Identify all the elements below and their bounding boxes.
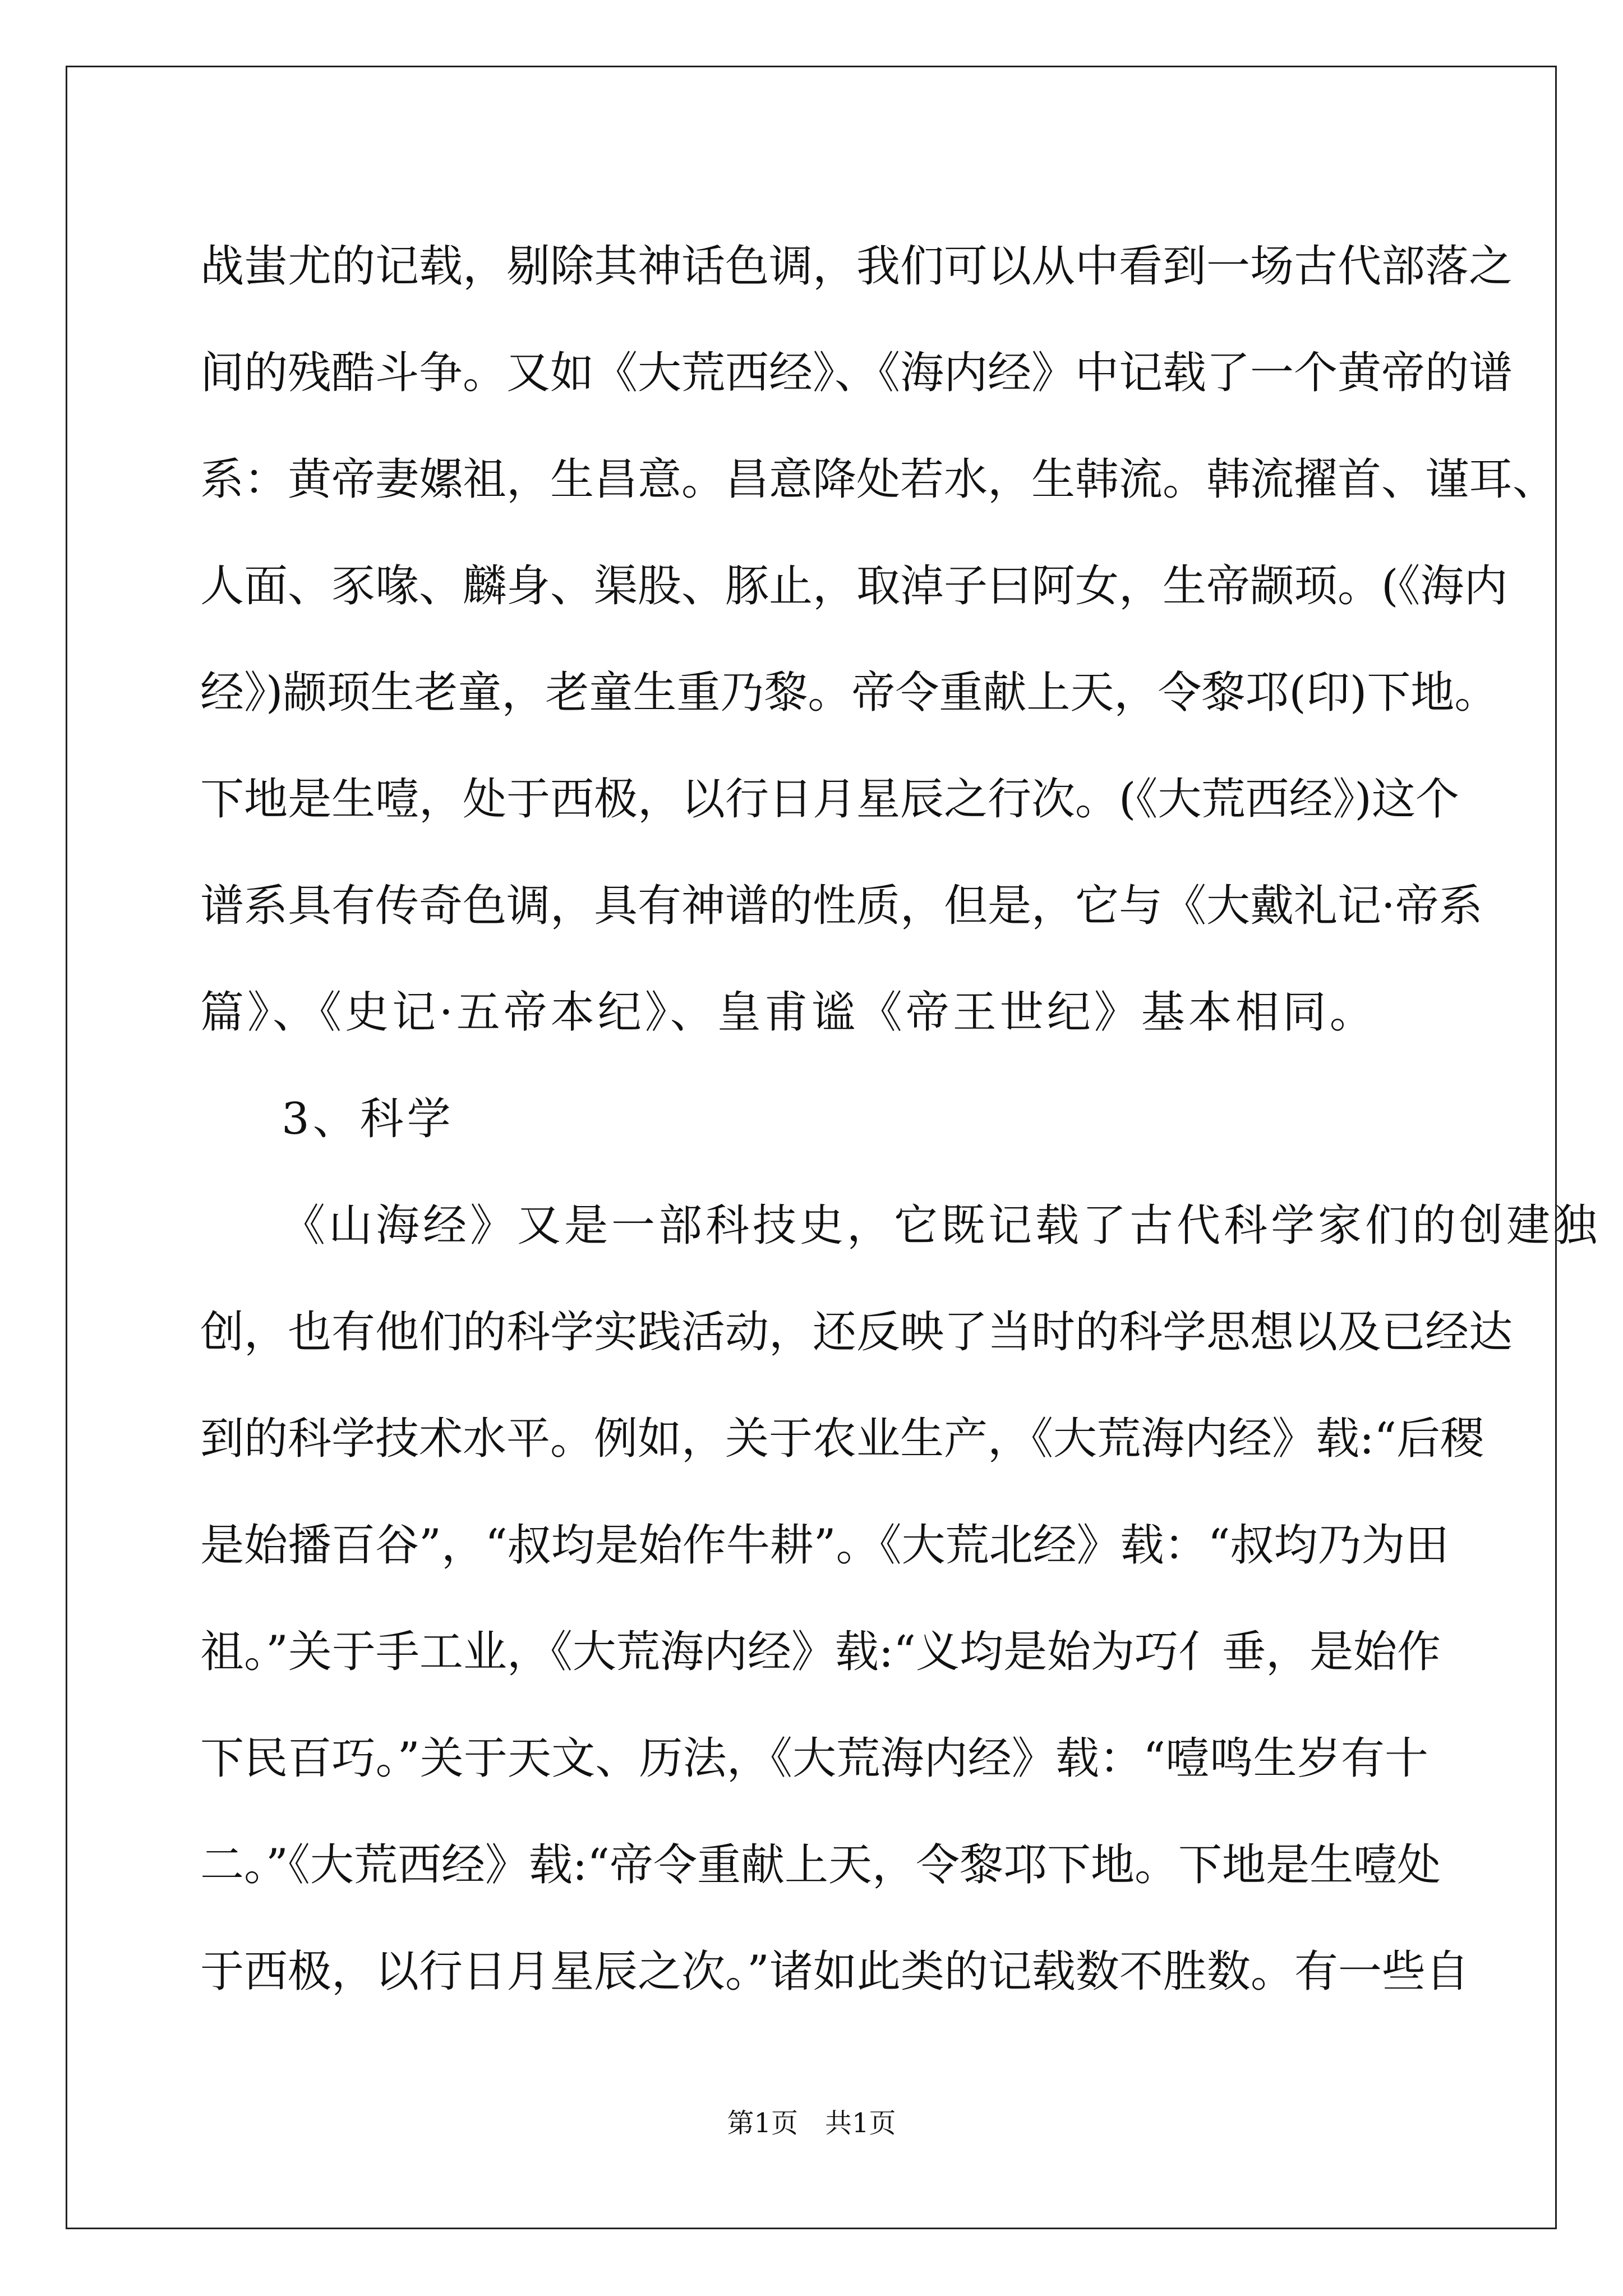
page-number-current: 第1页 [727,2108,798,2139]
text-line: 下民百巧。”关于天文、历法，《大荒海内经》载：“噎鸣生岁有十 [200,1733,1428,1784]
page-footer [0,2106,1623,2140]
text-line: 创，也有他们的科学实践活动，还反映了当时的科学思想以及已经达 [200,1307,1513,1358]
text-line: 人面、豕喙、麟身、渠股、豚止，取淖子曰阿女，生帝颛顼。(《海内 [200,561,1508,611]
text-line: 祖。”关于手工业，《大荒海内经》载:“义均是始为巧亻垂，是始作 [200,1627,1441,1677]
text-line: 谱系具有传奇色调，具有神谱的性质，但是，它与《大戴礼记·帝系 [200,881,1483,931]
text-line: 战蚩尤的记载，剔除其神话色调，我们可以从中看到一场古代部落之 [200,241,1513,292]
text-line: 间的残酷斗争。又如《大荒西经》、《海内经》中记载了一个黄帝的谱 [200,348,1513,398]
text-line: 经》)颛顼生老童，老童生重乃黎。帝令重献上天，令黎邛(印)下地。 [200,668,1498,718]
text-line: 篇》、《史记·五帝本纪》、皇甫谧《帝王世纪》基本相同。 [200,987,1377,1038]
text-line: 系：黄帝妻嫘祖，生昌意。昌意降处若水，生韩流。韩流擢首、谨耳、 [200,454,1557,505]
text-line: 下地是生噎，处于西极，以行日月星辰之行次。(《大荒西经》)这个 [200,774,1459,825]
text-line: 到的科学技术水平。例如，关于农业生产，《大荒海内经》载:“后稷 [200,1414,1484,1464]
document-body [200,213,1601,2025]
text-line: 是始播百谷”，“叔均是始作牛耕”。《大荒北经》载：“叔均乃为田 [200,1520,1449,1571]
page-number-total: 共1页 [825,2108,896,2139]
paragraph-first-line: 《山海经》又是一部科技史，它既记载了古代科学家们的创建独 [282,1200,1601,1251]
text-line: 二。”《大荒西经》载:“帝令重献上天，令黎邛下地。下地是生噎处 [200,1840,1441,1890]
text-line: 于西极，以行日月星辰之次。”诸如此类的记载数不胜数。有一些自 [200,1947,1469,1997]
section-heading: 3、科学 [282,1094,454,1144]
